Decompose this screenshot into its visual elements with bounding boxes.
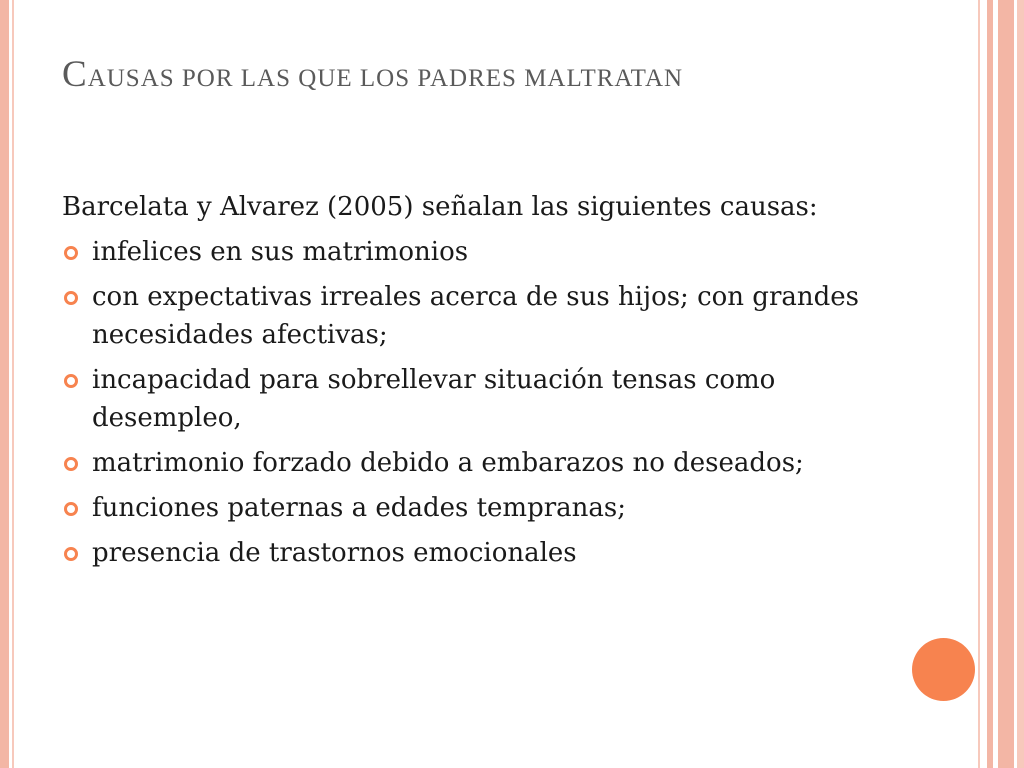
slide-title-rest: AUSAS POR LAS QUE LOS PADRES MALTRATAN xyxy=(87,65,684,92)
right-frame-bar-2 xyxy=(987,0,993,768)
ring-bullet-icon xyxy=(64,374,78,388)
slide-content xyxy=(62,188,902,579)
left-frame-line xyxy=(12,0,14,768)
bullet-list xyxy=(62,233,902,572)
ring-bullet-icon xyxy=(64,291,78,305)
left-frame-bar xyxy=(0,0,9,768)
bullet-item xyxy=(62,278,902,354)
ring-bullet-icon xyxy=(64,547,78,561)
bullet-item xyxy=(62,361,902,437)
orange-circle-decoration xyxy=(912,638,975,701)
bullet-text: incapacidad para sobrellevar situación tensas como desempleo, xyxy=(92,365,776,433)
bullet-text: funciones paternas a edades tempranas; xyxy=(92,493,626,523)
ring-bullet-icon xyxy=(64,457,78,471)
bullet-text: con expectativas irreales acerca de sus hijos; con grandes necesidades afectivas; xyxy=(92,282,859,350)
slide-title xyxy=(62,52,942,102)
bullet-item xyxy=(62,444,902,482)
slide-title-initial: C xyxy=(62,54,88,95)
bullet-item xyxy=(62,534,902,572)
bullet-text: infelices en sus matrimonios xyxy=(92,237,469,267)
bullet-text: presencia de trastornos emocionales xyxy=(92,538,577,568)
bullet-text: matrimonio forzado debido a embarazos no deseados; xyxy=(92,448,804,478)
bullet-item xyxy=(62,233,902,271)
intro-text: Barcelata y Alvarez (2005) señalan las siguientes causas: xyxy=(62,192,818,222)
ring-bullet-icon xyxy=(64,246,78,260)
ring-bullet-icon xyxy=(64,502,78,516)
right-frame-line-1 xyxy=(978,0,980,768)
right-frame-line-4 xyxy=(1017,0,1024,768)
bullet-item xyxy=(62,489,902,527)
right-frame-bar-3 xyxy=(998,0,1014,768)
